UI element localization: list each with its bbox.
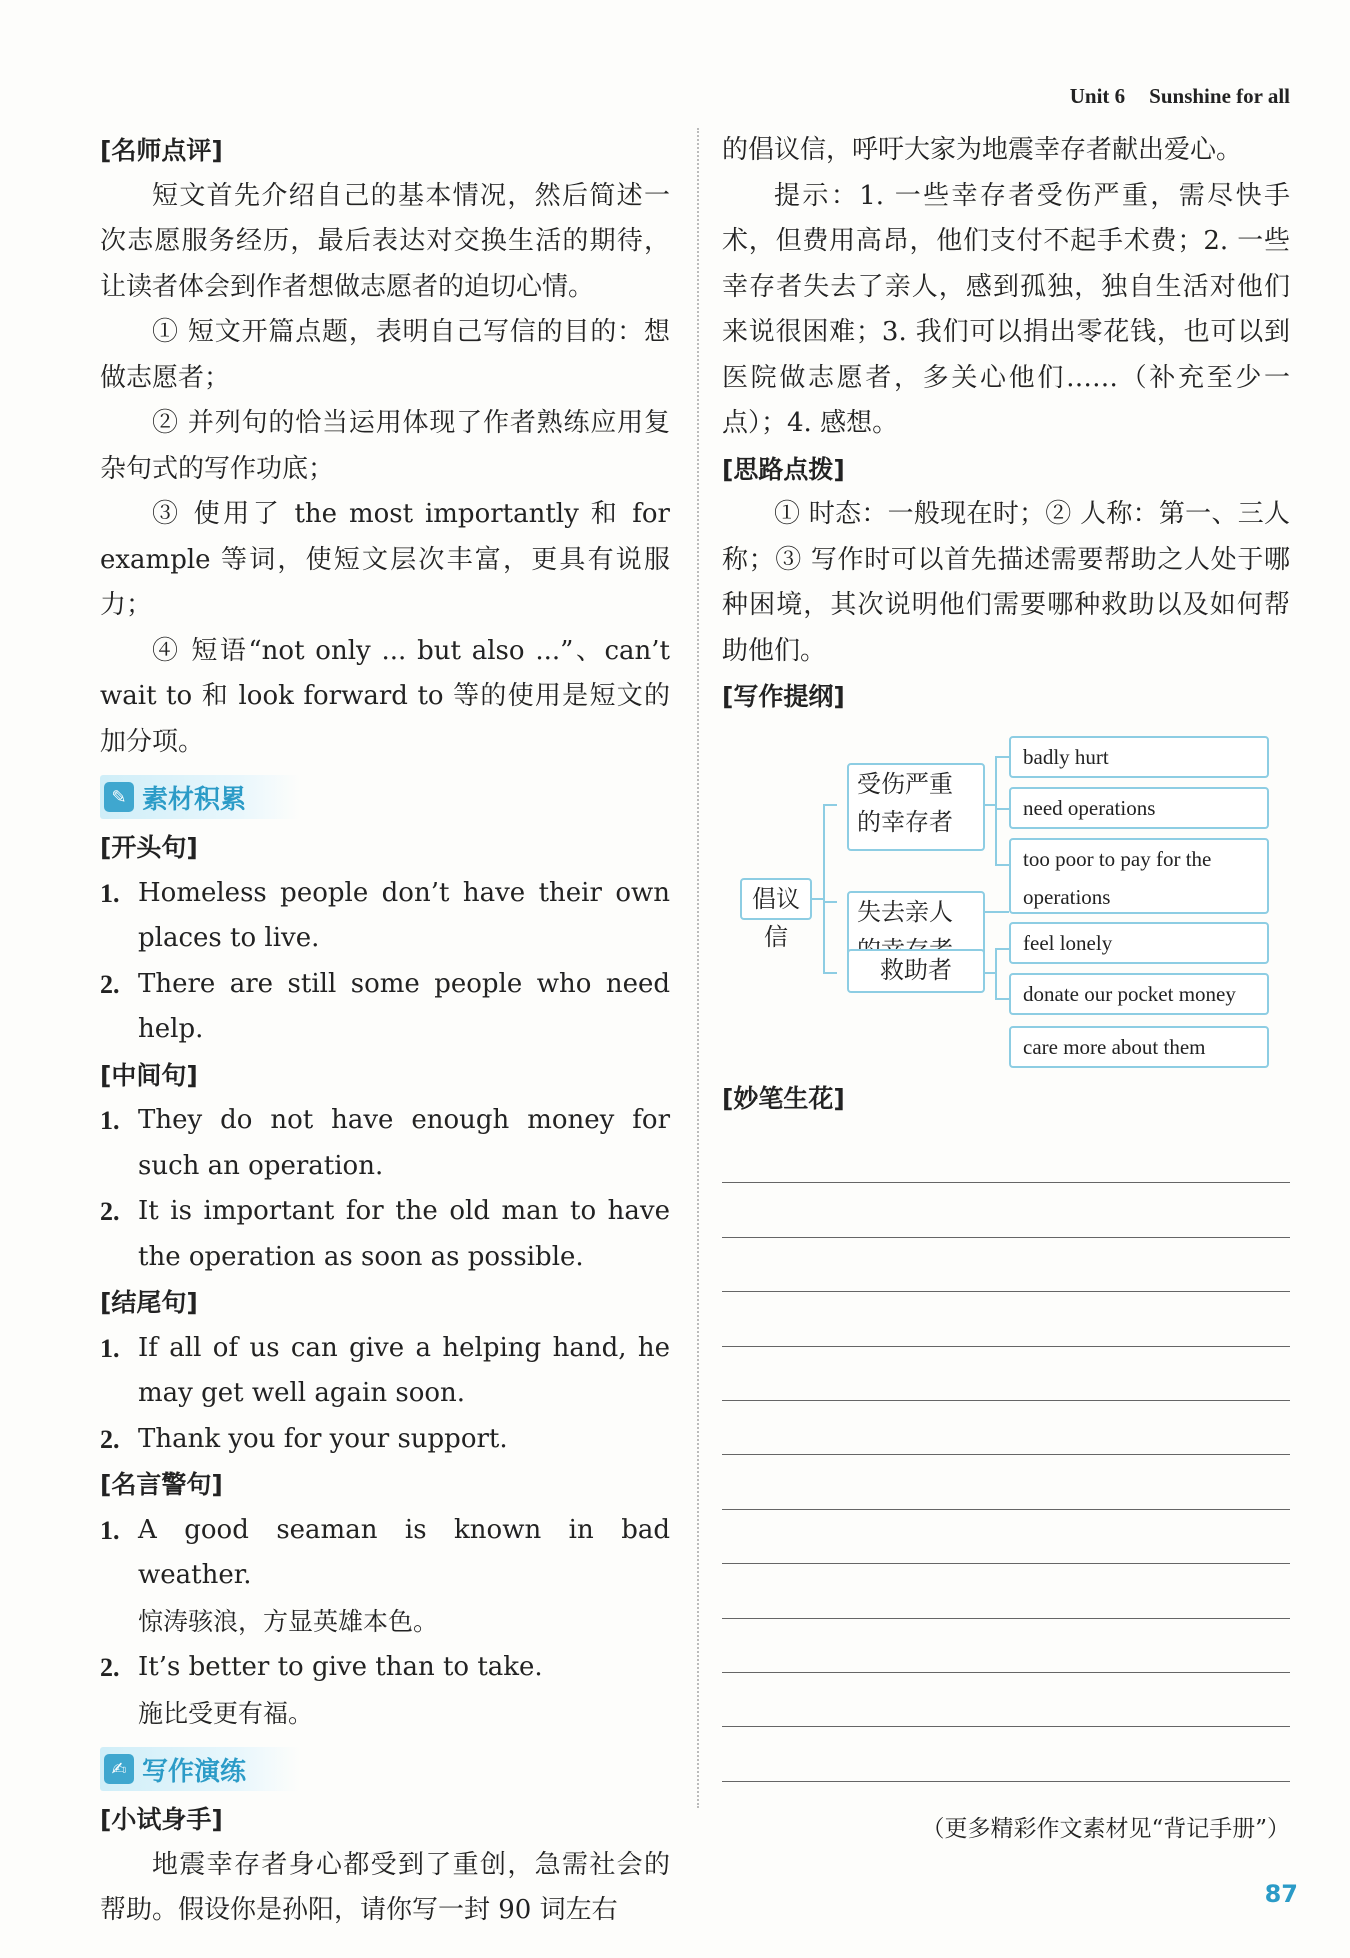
section-banner-writing <box>100 1747 300 1791</box>
writing-line[interactable] <box>722 1238 1290 1292</box>
outline-item: too poor to pay for the operations <box>1009 838 1269 914</box>
list-item: 2. It is important for the old man to have the operation as soon as possible. <box>100 1196 670 1272</box>
review-heading: [名师点评] <box>100 136 223 165</box>
writing-line[interactable] <box>722 1619 1290 1673</box>
section-banner-materials <box>100 775 300 819</box>
task-continuation: 的倡议信，呼吁大家为地震幸存者献出爱心。 <box>722 135 1243 165</box>
outline-item: feel lonely <box>1009 922 1269 964</box>
try-heading: [小试身手] <box>100 1805 223 1834</box>
write-heading: [妙笔生花] <box>722 1083 845 1113</box>
writing-line[interactable] <box>722 1183 1290 1237</box>
right-column <box>722 128 1290 1782</box>
outline-root: 倡议信 <box>740 878 812 920</box>
opening-list <box>100 871 670 1053</box>
writing-area[interactable] <box>722 1129 1290 1782</box>
hint-paragraph: 提示：1. 一些幸存者受伤严重，需尽快手术，但费用高昂，他们支付不起手术费；2. 一些幸存者失去了亲人，感到孤独，独自生活对他们来说很困难；3. 我们可以捐出零花钱，也可以到医院做志愿者，多关心他们……（补充至少一点）；4. 感想。 <box>722 180 1290 438</box>
outline-item: badly hurt <box>1009 736 1269 778</box>
outline-group-injured: 受伤严重的幸存者 <box>847 763 985 851</box>
writing-line[interactable] <box>722 1129 1290 1183</box>
quote-translation: 施比受更有福。 <box>138 1698 314 1728</box>
writing-line[interactable] <box>722 1564 1290 1618</box>
outline-item: need operations <box>1009 787 1269 829</box>
idea-heading: [思路点拨] <box>722 454 845 484</box>
pen-icon: ✍ <box>104 1754 134 1784</box>
outline-group-helpers: 救助者 <box>847 949 985 993</box>
outline-heading: [写作提纲] <box>722 682 845 711</box>
task-paragraph: 地震幸存者身心都受到了重创，急需社会的帮助。假设你是孙阳，请你写一封 90 词左右 <box>100 1849 670 1925</box>
list-item: 2. Thank you for your support. <box>100 1423 508 1454</box>
outline-item: donate our pocket money <box>1009 973 1269 1015</box>
quotes-heading: [名言警句] <box>100 1470 223 1499</box>
footnote: （更多精彩作文素材见“背记手册”） <box>921 1816 1290 1842</box>
review-paragraph-2: ① 短文开篇点题，表明自己写信的目的：想做志愿者； <box>100 317 670 393</box>
middle-list <box>100 1098 670 1280</box>
section-title-materials: 素材积累 <box>142 784 247 815</box>
writing-line[interactable] <box>722 1510 1290 1564</box>
unit-label: Unit 6 <box>1069 84 1126 108</box>
list-item: 1. They do not have enough money for such an operation. <box>100 1105 670 1181</box>
idea-paragraph: ① 时态：一般现在时；② 人称：第一、三人称；③ 写作时可以首先描述需要帮助之人处于哪种困境，其次说明他们需要哪种救助以及如何帮助他们。 <box>722 499 1290 666</box>
review-paragraph-4: ③ 使用了 the most importantly 和 for example 等词，使短文层次丰富，更具有说服力； <box>100 499 670 620</box>
review-paragraph-3: ② 并列句的恰当运用体现了作者熟练应用复杂句式的写作功底； <box>100 408 670 484</box>
quote-translation: 惊涛骇浪，方显英雄本色。 <box>138 1606 439 1636</box>
ending-list <box>100 1326 670 1463</box>
page-number: 87 <box>1264 1880 1298 1908</box>
writing-line[interactable] <box>722 1347 1290 1401</box>
left-column <box>100 128 670 1934</box>
review-paragraph-1: 短文首先介绍自己的基本情况，然后简述一次志愿服务经历，最后表达对交换生活的期待，让读者体会到作者想做志愿者的迫切心情。 <box>100 180 670 302</box>
opening-heading: [开头句] <box>100 833 198 862</box>
quotes-list <box>100 1508 670 1738</box>
ending-heading: [结尾句] <box>100 1288 198 1317</box>
writing-line[interactable] <box>722 1292 1290 1346</box>
running-header <box>1046 84 1290 109</box>
book-icon: ✎ <box>104 782 134 812</box>
section-title-writing: 写作演练 <box>142 1756 247 1787</box>
list-item: 1. A good seaman is known in bad weather. 惊涛骇浪，方显英雄本色。 <box>100 1514 670 1636</box>
writing-line[interactable] <box>722 1401 1290 1455</box>
writing-line[interactable] <box>722 1727 1290 1781</box>
writing-line[interactable] <box>722 1673 1290 1727</box>
outline-group-bereaved: 失去亲人 <box>847 891 985 969</box>
list-item: 2. It’s better to give than to take. 施比受更有福。 <box>100 1652 543 1728</box>
outline-item: care more about them <box>1009 1026 1269 1068</box>
list-item: 1. Homeless people don’t have their own places to live. <box>100 877 670 953</box>
list-item: 2. There are still some people who need help. <box>100 968 670 1044</box>
middle-heading: [中间句] <box>100 1060 198 1090</box>
writing-line[interactable] <box>722 1455 1290 1509</box>
outline-diagram <box>722 736 1290 1076</box>
unit-title: Sunshine for all <box>1149 84 1290 108</box>
list-item: 1. If all of us can give a helping hand, he may get well again soon. <box>100 1332 670 1408</box>
review-paragraph-5: ④ 短语“not only ... but also ...”、can’t wait to 和 look forward to 等的使用是短文的加分项。 <box>100 635 670 757</box>
column-divider <box>697 128 699 1808</box>
